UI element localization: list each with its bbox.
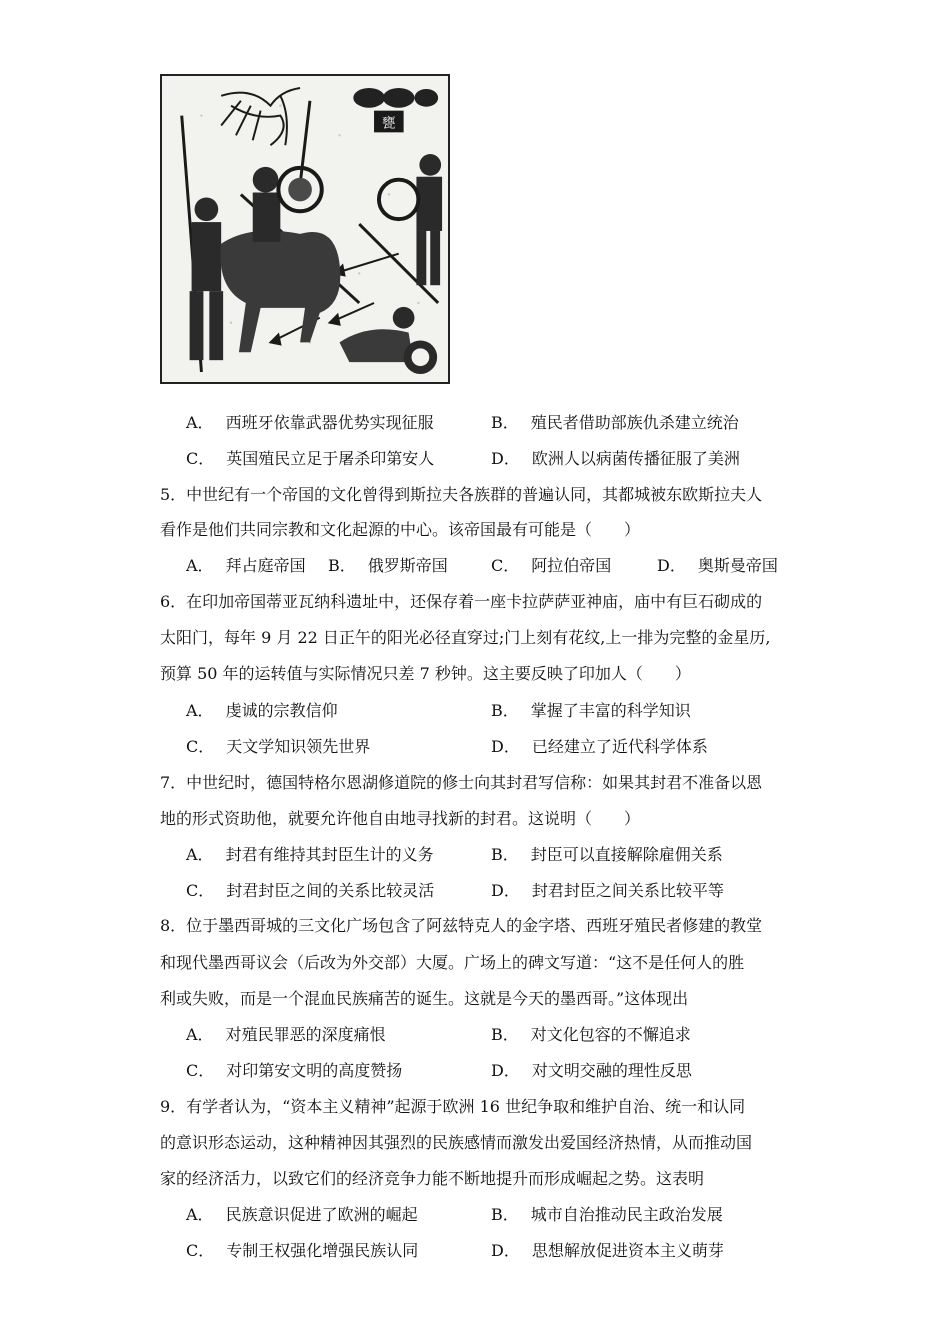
q6-option-a[interactable]: A． 虔诚的宗教信仰 (186, 701, 338, 720)
q9-option-b[interactable]: B． 城市自治推动民主政治发展 (491, 1205, 723, 1224)
q7-stem-line-1: 7．中世纪时，德国特格尔恩湖修道院的修士向其封君写信称：如果其封君不准备以恩 (160, 773, 763, 792)
q4-option-b[interactable]: B． 殖民者借助部族仇杀建立统治 (491, 413, 739, 432)
q7-stem-line-2: 地的形式资助他，就要允许他自由地寻找新的封君。这说明（ ） (160, 809, 641, 828)
q8-stem-line-3: 利或失败，而是一个混血民族痛苦的诞生。这就是今天的墨西哥。”这体现出 (160, 989, 689, 1008)
q9-stem-line-3: 家的经济活力，以致它们的经济竞争力能不断地提升而形成崛起之势。这表明 (160, 1169, 705, 1188)
q4-option-c[interactable]: C． 英国殖民立足于屠杀印第安人 (186, 449, 435, 468)
q5-option-d[interactable]: D． 奥斯曼帝国 (657, 556, 778, 575)
q8-option-a[interactable]: A． 对殖民罪恶的深度痛恨 (186, 1025, 386, 1044)
svg-text:甕: 甕 (381, 115, 396, 132)
q9-option-d[interactable]: D． 思想解放促进资本主义萌芽 (491, 1241, 724, 1260)
q7-option-a[interactable]: A． 封君有维持其封臣生计的义务 (186, 845, 434, 864)
q5-option-b[interactable]: B． 俄罗斯帝国 (328, 556, 448, 575)
q8-option-b[interactable]: B． 对文化包容的不懈追求 (491, 1025, 691, 1044)
q8-stem-line-2: 和现代墨西哥议会（后改为外交部）大厦。广场上的碑文写道：“这不是任何人的胜 (160, 953, 745, 972)
q5-stem-line-2: 看作是他们共同宗教和文化起源的中心。该帝国最有可能是（ ） (160, 520, 641, 539)
battle-scene-image (162, 76, 448, 382)
q6-stem-line-2: 太阳门，每年 9 月 22 日正午的阳光必径直穿过;门上刻有花纹,上一排为完整的金星历, (160, 628, 771, 647)
q4-option-a[interactable]: A． 西班牙依靠武器优势实现征服 (186, 413, 434, 432)
q8-stem-line-1: 8．位于墨西哥城的三文化广场包含了阿兹特克人的金字塔、西班牙殖民者修建的教堂 (160, 916, 763, 935)
q9-stem-line-2: 的意识形态运动，这种精神因其强烈的民族感情而激发出爱国经济热情，从而推动国 (160, 1133, 753, 1152)
q4-option-d[interactable]: D． 欧洲人以病菌传播征服了美洲 (491, 449, 740, 468)
q6-option-d[interactable]: D． 已经建立了近代科学体系 (491, 737, 708, 756)
q9-stem-line-1: 9．有学者认为，“资本主义精神”起源于欧洲 16 世纪争取和维护自治、统一和认同 (160, 1097, 746, 1116)
q6-option-c[interactable]: C． 天文学知识领先世界 (186, 737, 371, 756)
q5-option-c[interactable]: C． 阿拉伯帝国 (491, 556, 612, 575)
q9-option-a[interactable]: A． 民族意识促进了欧洲的崛起 (186, 1205, 418, 1224)
q6-stem-line-3: 预算 50 年的运转值与实际情况只差 7 秒钟。这主要反映了印加人（ ） (160, 664, 691, 683)
q7-option-c[interactable]: C． 封君封臣之间的关系比较灵活 (186, 881, 435, 900)
q7-option-b[interactable]: B． 封臣可以直接解除雇佣关系 (491, 845, 723, 864)
q6-option-b[interactable]: B． 掌握了丰富的科学知识 (491, 701, 691, 720)
q9-option-c[interactable]: C． 专制王权强化增强民族认同 (186, 1241, 419, 1260)
q8-option-d[interactable]: D． 对文明交融的理性反思 (491, 1061, 692, 1080)
q5-stem-line-1: 5．中世纪有一个帝国的文化曾得到斯拉夫各族群的普遍认同，其都城被东欧斯拉夫人 (160, 485, 763, 504)
codex-battle-illustration (160, 74, 450, 384)
q5-option-a[interactable]: A． 拜占庭帝国 (186, 556, 306, 575)
q6-stem-line-1: 6．在印加帝国蒂亚瓦纳科遗址中，还保存着一座卡拉萨萨亚神庙，庙中有巨石砌成的 (160, 592, 763, 611)
q8-option-c[interactable]: C． 对印第安文明的高度赞扬 (186, 1061, 403, 1080)
q7-option-d[interactable]: D． 封君封臣之间关系比较平等 (491, 881, 724, 900)
